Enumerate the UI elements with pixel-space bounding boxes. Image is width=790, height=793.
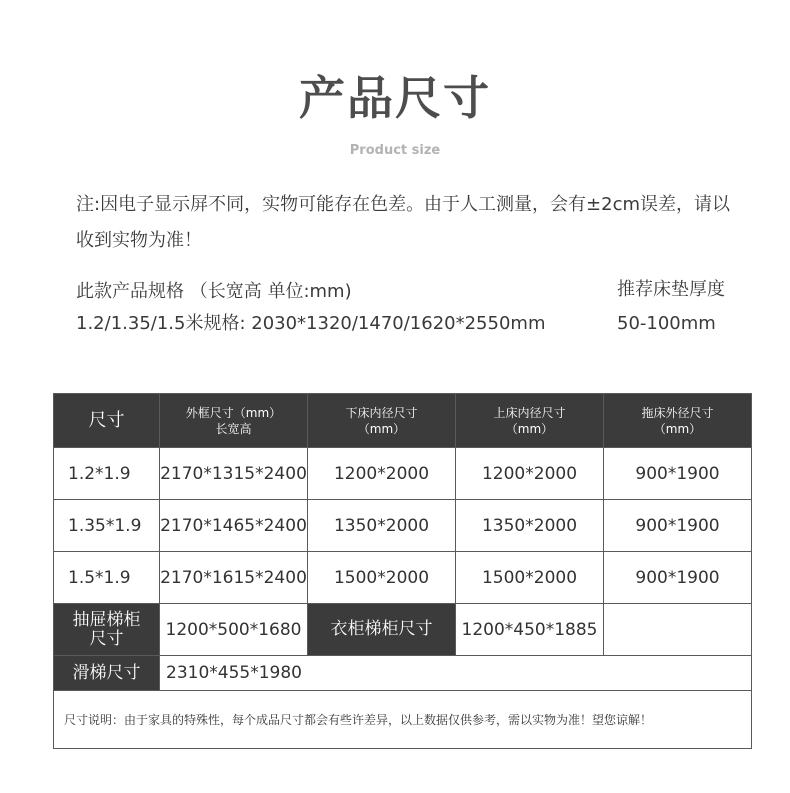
table-cell: 1200*2000 xyxy=(308,448,456,500)
color-difference-note: 注:因电子显示屏不同，实物可能存在色差。由于人工测量，会有±2cm误差，请以收到实物为准！ xyxy=(76,194,731,251)
slide-row xyxy=(54,656,752,691)
header-cell-trundle-bed: 拖床外径尺寸 （mm） xyxy=(604,394,752,448)
table-cell: 1500*2000 xyxy=(456,552,604,604)
footnote-row xyxy=(54,691,752,749)
table-row xyxy=(54,448,752,500)
size-cell: 1.5*1.9 xyxy=(54,552,160,604)
mattress-value: 50-100mm xyxy=(617,313,716,334)
table-row xyxy=(54,500,752,552)
drawer-value-cell: 1200*500*1680 xyxy=(160,604,308,656)
slide-value-cell: 2310*455*1980 xyxy=(160,656,752,691)
size-cell: 1.35*1.9 xyxy=(54,500,160,552)
header-cell-lower-bed: 下床内径尺寸 （mm） xyxy=(308,394,456,448)
table-cell: 1350*2000 xyxy=(308,500,456,552)
header-cell-size: 尺寸 xyxy=(54,394,160,448)
table-cell: 1500*2000 xyxy=(308,552,456,604)
table-cell: 1350*2000 xyxy=(456,500,604,552)
wardrobe-label-cell: 衣柜梯柜尺寸 xyxy=(308,604,456,656)
wardrobe-value-cell: 1200*450*1885 xyxy=(456,604,604,656)
table-cell: 900*1900 xyxy=(604,500,752,552)
footnote-cell: 尺寸说明：由于家具的特殊性，每个成品尺寸都会有些许差异，以上数据仅供参考，需以实物为准！望您谅解！ xyxy=(54,691,752,749)
spec-title: 此款产品规格 （长宽高 单位:mm) xyxy=(76,281,352,302)
drawer-label-cell: 抽屉梯柜 尺寸 xyxy=(54,604,160,656)
table-cell: 2170*1465*2400 xyxy=(160,500,308,552)
size-table xyxy=(53,393,752,749)
slide-label-cell: 滑梯尺寸 xyxy=(54,656,160,691)
table-cell: 2170*1615*2400 xyxy=(160,552,308,604)
mattress-label: 推荐床垫厚度 xyxy=(617,279,725,300)
header-cell-outer-frame: 外框尺寸（mm） 长宽高 xyxy=(160,394,308,448)
size-cell: 1.2*1.9 xyxy=(54,448,160,500)
table-header-row xyxy=(54,394,752,448)
table-cell: 900*1900 xyxy=(604,448,752,500)
spec-dimensions: 1.2/1.35/1.5米规格: 2030*1320/1470/1620*2550mm xyxy=(76,313,546,334)
mattress-block xyxy=(617,273,725,341)
empty-cell xyxy=(604,604,752,656)
header-cell-upper-bed: 上床内径尺寸 （mm） xyxy=(456,394,604,448)
page-title: 产品尺寸 xyxy=(299,71,491,125)
drawer-row xyxy=(54,604,752,656)
table-cell: 1200*2000 xyxy=(456,448,604,500)
page-subtitle: Product size xyxy=(349,143,441,158)
table-cell: 2170*1315*2400 xyxy=(160,448,308,500)
table-cell: 900*1900 xyxy=(604,552,752,604)
spec-block xyxy=(76,276,546,340)
table-row xyxy=(54,552,752,604)
